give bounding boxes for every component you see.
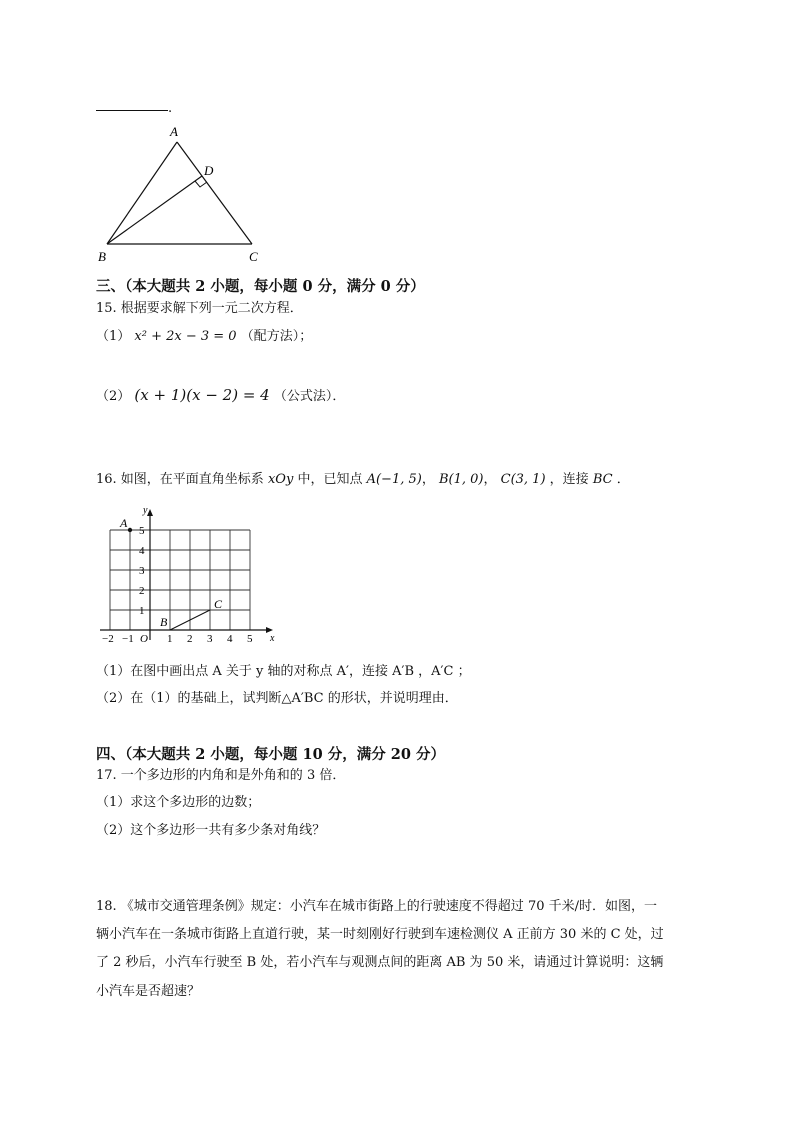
grid-lines [110, 530, 250, 630]
x-tick-label: 2 [187, 633, 193, 645]
point-a-dot [128, 528, 132, 532]
q16-stem-mid: 中，已知点 [297, 472, 363, 487]
label-a: A [170, 124, 178, 139]
y-axis-arrow [147, 509, 153, 516]
origin-label: O [140, 633, 148, 645]
y-tick-labels [139, 525, 145, 617]
q17-stem: 17. 一个多边形的内角和是外角和的 3 倍． [96, 768, 346, 783]
grid-label-b: B [160, 615, 168, 629]
y-tick-label: 2 [139, 585, 145, 597]
x-tick-label: 5 [247, 633, 253, 645]
x-axis-label: x [270, 633, 275, 644]
q16-stem-end: ，连接 [549, 472, 589, 487]
q15-part1-prefix: （1） [96, 329, 131, 344]
side-ac [177, 142, 252, 244]
y-axis-label: y [143, 505, 148, 516]
q16-part1: （1）在图中画出点 A 关于 y 轴的对称点 A′，连接 A′B ，A′C ； [96, 664, 471, 679]
q16-segment: BC [592, 472, 613, 487]
x-tick-label: 4 [227, 633, 233, 645]
x-tick-labels [102, 633, 253, 645]
y-tick-label: 5 [139, 525, 145, 537]
altitude-bd [107, 176, 202, 244]
x-tick-label: 3 [207, 633, 213, 645]
q16-system-name: xOy [267, 472, 294, 487]
right-angle-mark [195, 181, 207, 187]
q18-line1: 18. 《城市交通管理条例》规定：小汽车在城市街路上的行驶速度不得超过 70 千米/时．如图，一 [96, 899, 657, 914]
y-tick-label: 3 [139, 565, 145, 577]
q15-stem: 15. 根据要求解下列一元二次方程． [96, 301, 303, 316]
q15-part2-prefix: （2） [96, 389, 131, 404]
q15-part1-equation: x² + 2x − 3 = 0 [134, 329, 237, 344]
label-b: B [98, 249, 106, 264]
blank-period: . [168, 101, 173, 116]
q17-part1: （1）求这个多边形的边数； [96, 795, 261, 810]
coordinate-grid [90, 500, 290, 650]
triangle-figure [90, 120, 270, 270]
y-tick-label: 1 [139, 605, 145, 617]
y-tick-label: 4 [139, 545, 145, 557]
label-d: D [204, 163, 214, 178]
q15-part2-equation: (x + 1)(x − 2) = 4 [134, 386, 270, 404]
q16-point-c: C(3, 1) [500, 472, 546, 487]
section4-heading: 四、（本大题共 2 小题，每小题 10 分，满分 20 分） [96, 746, 445, 763]
q15-part2 [96, 386, 345, 406]
q16-period: ． [616, 472, 630, 487]
x-tick-label: −1 [122, 633, 134, 645]
q15-part1-suffix: （配方法）； [240, 329, 313, 344]
q18-line3: 了 2 秒后，小汽车行驶至 B 处，若小汽车与观测点间的距离 AB 为 50 米，请通过计算说明：这辆 [96, 955, 664, 970]
q16-point-a: A(−1, 5) [366, 472, 422, 487]
q16-point-b: B(1, 0) [438, 472, 484, 487]
side-ab [107, 142, 177, 244]
q18-line2: 辆小汽车在一条城市街路上直道行驶，某一时刻刚好行驶到车速检测仪 A 正前方 30 米的 C 处，过 [96, 927, 664, 942]
q18-line4: 小汽车是否超速？ [96, 984, 201, 999]
q16-part2: （2）在（1）的基础上，试判断△A′BC 的形状，并说明理由． [96, 691, 458, 706]
grid-label-c: C [214, 597, 223, 611]
q15-part1 [96, 328, 312, 346]
q16-stem: 16. 如图，在平面直角坐标系 xOy 中，已知点 A(−1, 5)， B(1, 0)， C(3, 1) ，连接 BC ． [96, 472, 630, 487]
answer-blank-line [96, 110, 168, 111]
x-tick-label: −2 [102, 633, 114, 645]
section3-heading: 三、（本大题共 2 小题，每小题 0 分，满分 0 分） [96, 278, 425, 295]
label-c: C [249, 249, 258, 264]
x-tick-label: 1 [167, 633, 173, 645]
grid-label-a: A [120, 516, 128, 530]
q15-part2-suffix: （公式法）． [273, 389, 346, 404]
q16-stem-start: 16. 如图，在平面直角坐标系 [96, 472, 264, 487]
q17-part2: （2）这个多边形一共有多少条对角线？ [96, 823, 326, 838]
